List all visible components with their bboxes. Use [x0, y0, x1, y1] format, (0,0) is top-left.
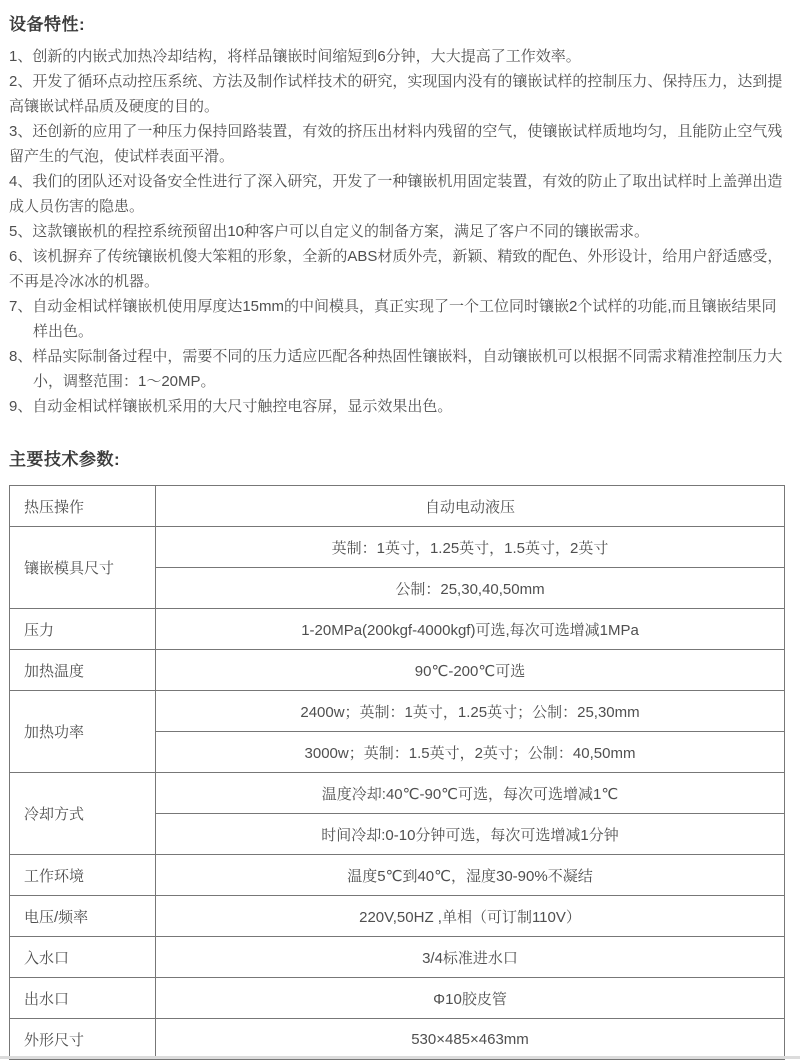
- feature-item-9: 9、自动金相试样镶嵌机采用的大尺寸触控电容屏，显示效果出色。: [9, 398, 453, 415]
- page-bottom-divider: [0, 1056, 800, 1059]
- spec-label: 电压/频率: [10, 896, 156, 937]
- table-row: [10, 650, 785, 691]
- table-row: [10, 609, 785, 650]
- spec-label: 冷却方式: [10, 773, 156, 855]
- spec-value: 时间冷却:0-10分钟可选，每次可选增减1分钟: [156, 814, 785, 855]
- spec-label: 镶嵌模具尺寸: [10, 527, 156, 609]
- table-row: [10, 773, 785, 814]
- spec-value: 3/4标准进水口: [156, 937, 785, 978]
- spec-value: 温度5℃到40℃，湿度30-90%不凝结: [156, 855, 785, 896]
- feature-list: [9, 44, 786, 419]
- table-row: [10, 527, 785, 568]
- spec-value: Φ10胶皮管: [156, 978, 785, 1019]
- table-row: [10, 691, 785, 732]
- spec-label: 加热功率: [10, 691, 156, 773]
- spec-value: 1-20MPa(200kgf-4000kgf)可选,每次可选增减1MPa: [156, 609, 785, 650]
- table-row: [10, 486, 785, 527]
- specs-heading: 主要技术参数:: [9, 450, 121, 469]
- feature-item-6: 6、该机摒弃了传统镶嵌机傻大笨粗的形象，全新的ABS材质外壳，新颖、精致的配色、外形设计，给用户舒适感受，不再是冷冰冰的机器。: [9, 248, 783, 290]
- spec-label: 入水口: [10, 937, 156, 978]
- table-row: [10, 896, 785, 937]
- spec-value: 90℃-200℃可选: [156, 650, 785, 691]
- spec-value: 530×485×463mm: [156, 1019, 785, 1060]
- spec-label: 出水口: [10, 978, 156, 1019]
- spec-value: 公制：25,30,40,50mm: [156, 568, 785, 609]
- feature-item-5: 5、这款镶嵌机的程控系统预留出10种客户可以自定义的制备方案，满足了客户不同的镶嵌需求。: [9, 223, 650, 240]
- spec-value: 220V,50HZ ,单相（可订制110V）: [156, 896, 785, 937]
- table-row: [10, 978, 785, 1019]
- table-row: [10, 1019, 785, 1060]
- feature-item-8: 8、样品实际制备过程中，需要不同的压力适应匹配各种热固性镶嵌料，自动镶嵌机可以根据不同需求精准控制压力大小，调整范围：1～20MP。: [9, 348, 783, 390]
- table-row: [10, 855, 785, 896]
- spec-label: 加热温度: [10, 650, 156, 691]
- feature-item-2: 2、开发了循环点动控压系统、方法及制作试样技术的研究，实现国内没有的镶嵌试样的控制压力、保持压力，达到提高镶嵌试样品质及硬度的目的。: [9, 73, 783, 115]
- feature-item-3: 3、还创新的应用了一种压力保持回路装置，有效的挤压出材料内残留的空气，使镶嵌试样质地均匀，且能防止空气残留产生的气泡，使试样表面平滑。: [9, 123, 783, 165]
- spec-label: 热压操作: [10, 486, 156, 527]
- spec-value: 英制：1英寸，1.25英寸，1.5英寸，2英寸: [156, 527, 785, 568]
- spec-label: 压力: [10, 609, 156, 650]
- feature-item-7: 7、自动金相试样镶嵌机使用厚度达15mm的中间模具，真正实现了一个工位同时镶嵌2个试样的功能,而且镶嵌结果同样出色。: [9, 298, 777, 340]
- spec-label: 工作环境: [10, 855, 156, 896]
- spec-value: 2400w；英制：1英寸，1.25英寸；公制：25,30mm: [156, 691, 785, 732]
- spec-value: 3000w；英制：1.5英寸，2英寸；公制：40,50mm: [156, 732, 785, 773]
- spec-value: 温度冷却:40℃-90℃可选，每次可选增减1℃: [156, 773, 785, 814]
- specs-table: [9, 485, 785, 1060]
- table-row: [10, 937, 785, 978]
- spec-label: 外形尺寸: [10, 1019, 156, 1060]
- feature-item-1: 1、创新的内嵌式加热冷却结构，将样品镶嵌时间缩短到6分钟，大大提高了工作效率。: [9, 48, 581, 65]
- features-heading: 设备特性:: [9, 15, 86, 34]
- spec-value: 自动电动液压: [156, 486, 785, 527]
- feature-item-4: 4、我们的团队还对设备安全性进行了深入研究，开发了一种镶嵌机用固定装置，有效的防止了取出试样时上盖弹出造成人员伤害的隐患。: [9, 173, 783, 215]
